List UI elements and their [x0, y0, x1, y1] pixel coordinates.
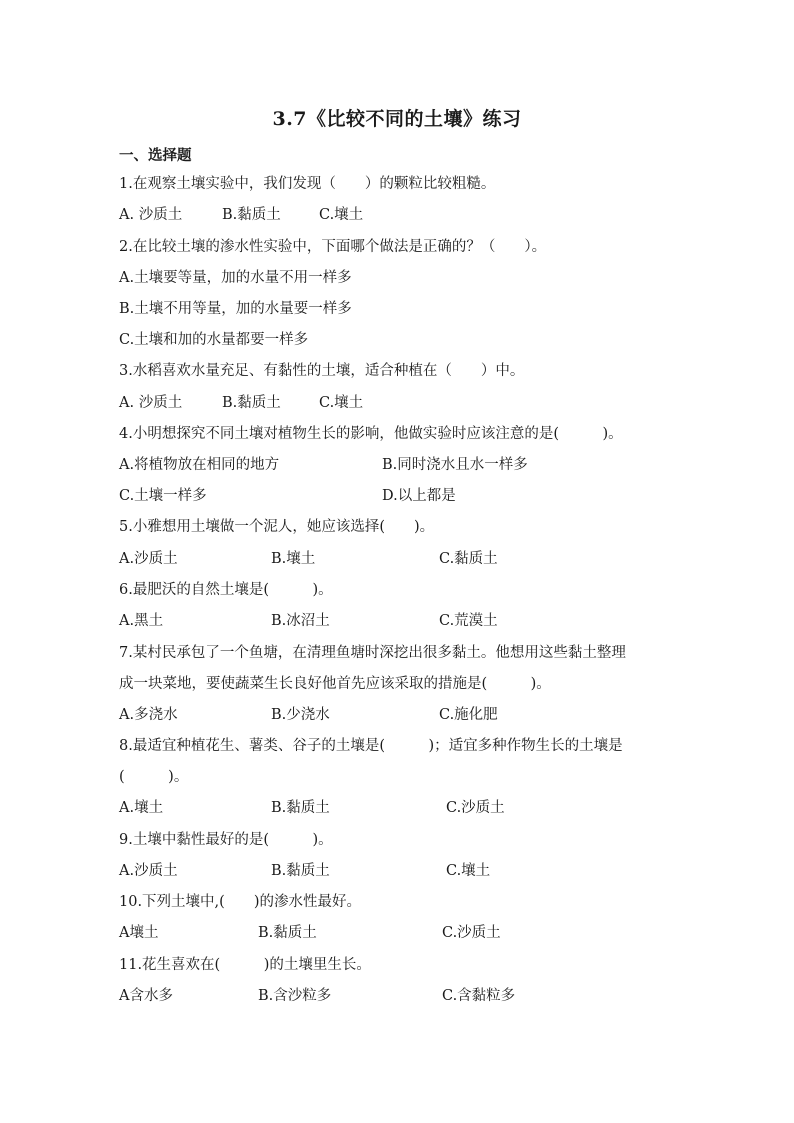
q5-option-c: C.黏质土 — [439, 551, 498, 567]
q7-option-a: A.多浇水 — [119, 707, 178, 723]
q4-option-d: D.以上都是 — [382, 488, 456, 504]
q10-option-b: B.黏质土 — [258, 925, 317, 941]
q3-option-a: A. 沙质土 — [119, 395, 183, 411]
q4-option-a: A.将植物放在相同的地方 — [119, 457, 280, 473]
q4-option-b: B.同时浇水且水一样多 — [382, 457, 528, 473]
question-4: 4.小明想探究不同土壤对植物生长的影响，他做实验时应该注意的是( )。 — [119, 426, 623, 442]
q1-option-b: B.黏质土 — [222, 207, 281, 223]
q6-option-b: B.冰沼土 — [271, 613, 330, 629]
q9-option-a: A.沙质土 — [119, 863, 178, 879]
q3-option-b: B.黏质土 — [222, 395, 281, 411]
q8-option-a: A.壤土 — [119, 800, 164, 816]
question-10: 10.下列土壤中,( )的渗水性最好。 — [119, 894, 361, 910]
question-7-continued: 成一块菜地，要使蔬菜生长良好他首先应该采取的措施是( )。 — [119, 676, 551, 692]
q9-option-b: B.黏质土 — [271, 863, 330, 879]
q5-option-b: B.壤土 — [271, 551, 316, 567]
q8-option-b: B.黏质土 — [271, 800, 330, 816]
question-5: 5.小雅想用土壤做一个泥人，她应该选择( )。 — [119, 519, 435, 535]
q4-option-c: C.土壤一样多 — [119, 488, 207, 504]
question-8: 8.最适宜种植花生、薯类、谷子的土壤是( )；适宜多种作物生长的土壤是 — [119, 738, 623, 754]
page-title: 3.7《比较不同的土壤》练习 — [272, 108, 522, 130]
question-1: 1.在观察土壤实验中，我们发现（ ）的颗粒比较粗糙。 — [119, 176, 496, 192]
q1-option-a: A. 沙质土 — [119, 207, 183, 223]
q2-option-c: C.土壤和加的水量都要一样多 — [119, 332, 309, 348]
q6-option-c: C.荒漠土 — [439, 613, 498, 629]
q5-option-a: A.沙质土 — [119, 551, 178, 567]
question-9: 9.土壤中黏性最好的是( )。 — [119, 832, 333, 848]
q7-option-c: C.施化肥 — [439, 707, 498, 723]
q3-option-c: C.壤土 — [319, 395, 364, 411]
question-11: 11.花生喜欢在( )的土壤里生长。 — [119, 957, 371, 973]
question-6: 6.最肥沃的自然土壤是( )。 — [119, 582, 333, 598]
q11-option-b: B.含沙粒多 — [258, 988, 332, 1004]
q6-option-a: A.黑土 — [119, 613, 164, 629]
q10-option-c: C.沙质土 — [442, 925, 501, 941]
q7-option-b: B.少浇水 — [271, 707, 330, 723]
q10-option-a: A壤土 — [119, 925, 159, 941]
q11-option-a: A含水多 — [119, 988, 173, 1004]
q11-option-c: C.含黏粒多 — [442, 988, 516, 1004]
q2-option-a: A.土壤要等量，加的水量不用一样多 — [119, 270, 352, 286]
q2-option-b: B.土壤不用等量，加的水量要一样多 — [119, 301, 352, 317]
question-8-continued: ( )。 — [119, 769, 189, 785]
question-2: 2.在比较土壤的渗水性实验中，下面哪个做法是正确的？（ ）。 — [119, 239, 547, 255]
section-heading: 一、选择题 — [119, 147, 192, 164]
q8-option-c: C.沙质土 — [446, 800, 505, 816]
question-7: 7.某村民承包了一个鱼塘，在清理鱼塘时深挖出很多黏土。他想用这些黏土整理 — [119, 645, 626, 661]
q1-option-c: C.壤土 — [319, 207, 364, 223]
question-3: 3.水稻喜欢水量充足、有黏性的土壤，适合种植在（ ）中。 — [119, 363, 525, 379]
q9-option-c: C.壤土 — [446, 863, 491, 879]
